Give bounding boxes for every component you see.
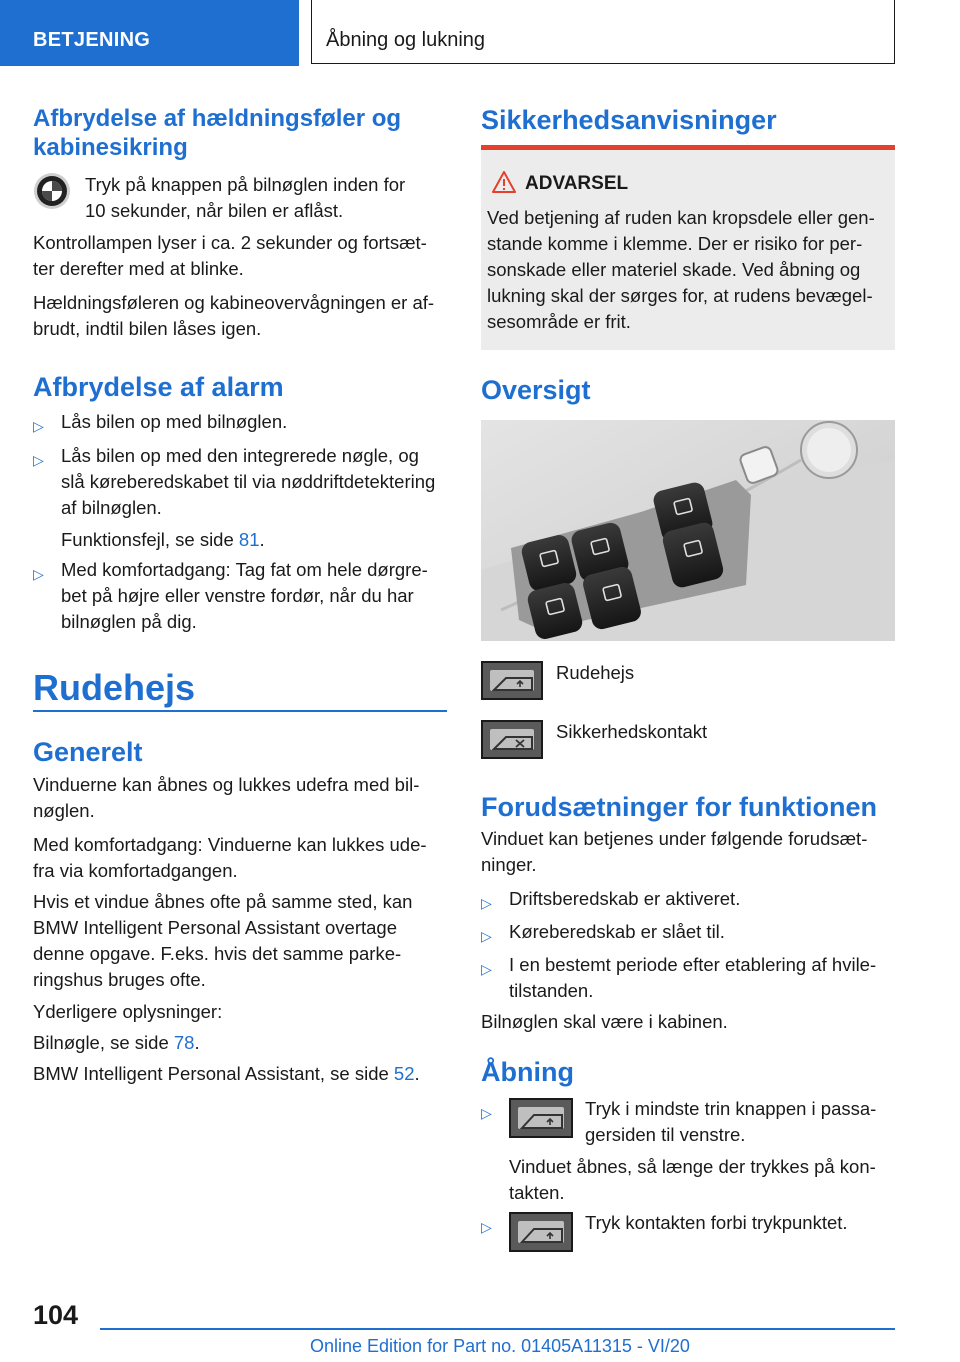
page-reference: BMW Intelligent Personal Assistant, se side 52. — [33, 1063, 420, 1084]
paragraph-line: Bilnøglen skal være i kabinen. — [481, 1011, 728, 1032]
footer-edition: Online Edition for Part no. 01405A11315 - VI/20 — [310, 1336, 690, 1356]
list-item-text: bilnøglen på dig. — [61, 611, 197, 632]
heading-oversigt: Oversigt — [481, 375, 591, 405]
list-item-text: Lås bilen op med bilnøglen. — [61, 411, 288, 432]
list-item-text: Driftsberedskab er aktiveret. — [509, 888, 741, 909]
paragraph-line: brudt, indtil bilen låses igen. — [33, 318, 262, 339]
paragraph-line: Med komfortadgang: Vinduerne kan lukkes ude- — [33, 834, 427, 855]
paragraph-line: Kontrollampen lyser i ca. 2 sekunder og fortsæt- — [33, 232, 427, 253]
paragraph-line: denne opgave. F.eks. hvis det samme parke- — [33, 943, 402, 964]
warning-title: ADVARSEL — [525, 173, 629, 194]
heading-afbrydelse-haeldningsfoeler: Afbrydelse af hældningsføler og kabinesikring — [33, 105, 402, 161]
list-item — [481, 1210, 895, 1254]
bullet-triangle-icon: ▷ — [481, 928, 492, 944]
heading-forudsaetninger: Forudsætninger for funktionen — [481, 792, 877, 822]
key-instruction-line1: Tryk på knappen på bilnøglen inden for — [85, 174, 406, 195]
reference-text: Bilnøgle, se side — [33, 1032, 174, 1053]
page-reference: Bilnøgle, se side 78. — [33, 1032, 200, 1053]
paragraph-line: BMW Intelligent Personal Assistant overtage — [33, 917, 398, 938]
heading-aabning: Åbning — [481, 1057, 574, 1087]
paragraph-line: Yderligere oplysninger: — [33, 1001, 223, 1022]
warning-text: sesområde er frit. — [487, 311, 631, 332]
paragraph-line: nøglen. — [33, 800, 95, 821]
window-lifter-icon — [481, 661, 543, 700]
paragraph-line: ninger. — [481, 854, 537, 875]
paragraph-line: Hældningsføleren og kabineovervågningen er af- — [33, 292, 435, 313]
list-item-text: gersiden til venstre. — [585, 1124, 746, 1145]
page-link[interactable]: 81 — [238, 529, 260, 550]
list-item-text: Lås bilen op med den integrerede nøgle, og — [61, 445, 419, 466]
page-number: 104 — [33, 1300, 79, 1330]
heading-underline — [33, 710, 447, 712]
list-item-text: tilstanden. — [509, 980, 594, 1001]
safety-switch-icon — [481, 720, 543, 759]
list-item-text: takten. — [509, 1182, 565, 1203]
legend-sikkerhedskontakt: Sikkerhedskontakt — [556, 721, 708, 742]
heading-generelt: Generelt — [33, 737, 143, 767]
warning-text: Ved betjening af ruden kan kropsdele eller gen- — [487, 207, 875, 228]
list-item — [481, 1096, 895, 1206]
window-lifter-icon — [509, 1098, 573, 1138]
reference-text: Funktionsfejl, se side — [61, 529, 239, 550]
bullet-triangle-icon: ▷ — [33, 418, 44, 434]
window-lifter-icon — [509, 1212, 573, 1252]
header-title-box — [311, 0, 895, 64]
heading-afbrydelse-alarm: Afbrydelse af alarm — [33, 372, 284, 402]
list-item — [33, 443, 453, 573]
warning-triangle-icon — [492, 171, 516, 193]
legend-rudehejs: Rudehejs — [556, 662, 635, 683]
paragraph-line: Vinduerne kan åbnes og lukkes udefra med bil- — [33, 774, 420, 795]
bullet-triangle-icon: ▷ — [481, 895, 492, 911]
page-reference: Funktionsfejl, se side 81. — [61, 529, 265, 550]
paragraph-line: Hvis et vindue åbnes ofte på samme sted, kan — [33, 891, 413, 912]
list-item-text: af bilnøglen. — [61, 497, 162, 518]
header-section-tab — [0, 0, 299, 66]
bullet-triangle-icon: ▷ — [33, 452, 44, 468]
key-instruction-line2: 10 sekunder, når bilen er aflåst. — [85, 200, 344, 221]
page-link[interactable]: 52 — [393, 1063, 415, 1084]
page-link[interactable]: 78 — [173, 1032, 195, 1053]
list-item-text: I en bestemt periode efter etablering af hvile- — [509, 954, 877, 975]
paragraph-line: fra via komfortadgangen. — [33, 860, 238, 881]
bullet-triangle-icon: ▷ — [481, 961, 492, 977]
list-item-text: Med komfortadgang: Tag fat om hele dørgre- — [61, 559, 428, 580]
list-item-text: Vinduet åbnes, så længe der trykkes på kon- — [509, 1156, 876, 1177]
bullet-triangle-icon: ▷ — [481, 1105, 492, 1121]
header-title: Åbning og lukning — [326, 29, 486, 51]
list-item-text: Tryk kontakten forbi trykpunktet. — [585, 1212, 848, 1233]
warning-text: sonskade eller materiel skade. Ved åbning og — [487, 259, 861, 280]
bullet-triangle-icon: ▷ — [481, 1219, 492, 1235]
list-item-text: Tryk i mindste trin knappen i passa- — [585, 1098, 877, 1119]
heading-rudehejs: Rudehejs — [33, 667, 196, 708]
heading-sikkerhedsanvisninger: Sikkerhedsanvisninger — [481, 105, 777, 135]
window-switch-photo — [481, 420, 895, 641]
list-item-text: Køreberedskab er slået til. — [509, 921, 725, 942]
warning-box — [481, 145, 895, 350]
reference-text: BMW Intelligent Personal Assistant, se side — [33, 1063, 394, 1084]
warning-bar — [481, 145, 895, 150]
header-section-label: BETJENING — [33, 29, 151, 51]
paragraph-line: ter derefter med at blinke. — [33, 258, 244, 279]
list-item-text: slå køreberedskabet til via nøddriftdetektering — [61, 471, 436, 492]
paragraph-line: ringshus bruges ofte. — [33, 969, 206, 990]
footer-rule — [100, 1328, 895, 1330]
bullet-triangle-icon: ▷ — [33, 566, 44, 582]
bmw-key-icon — [33, 172, 71, 210]
warning-text: lukning skal der sørges for, at rudens bevægel- — [487, 285, 873, 306]
warning-text: stande komme i klemme. Der er risiko for per- — [487, 233, 863, 254]
paragraph-line: Vinduet kan betjenes under følgende forudsæt- — [481, 828, 868, 849]
list-item-text: bet på højre eller venstre fordør, når du har — [61, 585, 414, 606]
